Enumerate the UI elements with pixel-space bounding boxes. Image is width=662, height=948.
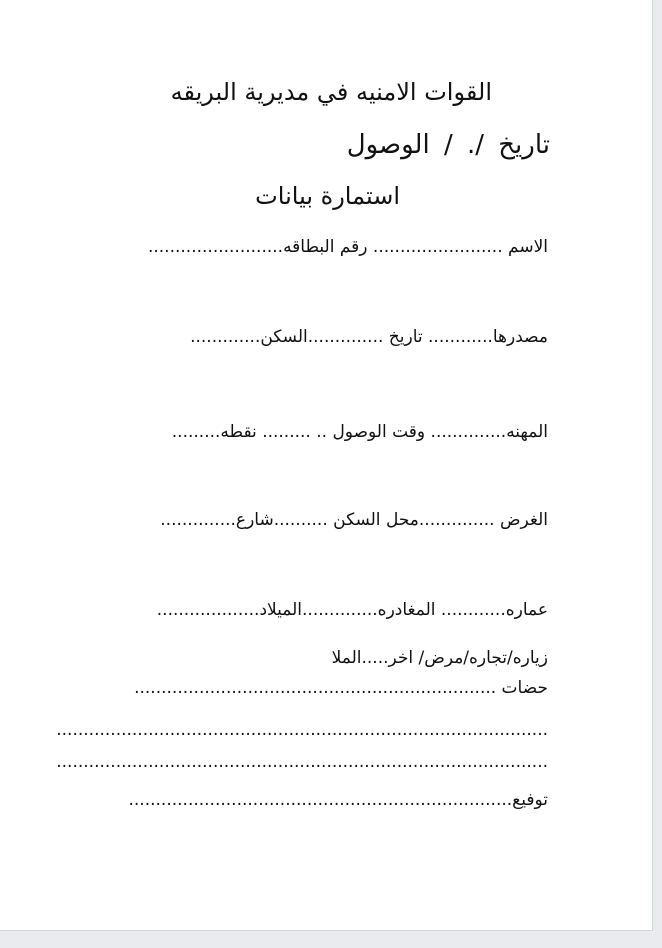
- field-notes: حضات ...................................................................: [134, 678, 548, 698]
- field-name-card-number: الاسم ........................ رقم البطاقه.........................: [147, 237, 548, 257]
- field-notes-line-3: ...........................................................................................: [56, 752, 548, 772]
- field-profession-arrival-time-point: المهنه.............. وقت الوصول .. ......... نقطه.........: [171, 422, 548, 442]
- field-visit-purpose-options: زياره/تجاره/مرض/ اخر.....الملا: [331, 648, 548, 668]
- field-signature: توفيع.......................................................................: [128, 790, 548, 810]
- field-notes-line-2: ...........................................................................................: [56, 720, 548, 740]
- field-building-departure-birth: عماره............ المغادره..............الميلاد...................: [156, 600, 548, 620]
- field-issuer-date-residence: مصدرها............ تاريخ ..............السكن.............: [190, 327, 548, 347]
- document-title: القوات الامنيه في مديرية البريقه: [170, 78, 492, 106]
- arrival-date-line: تاريخ /. / الوصول: [346, 130, 550, 160]
- form-title: استمارة بيانات: [255, 182, 400, 210]
- field-purpose-residence-street: الغرض ..............محل السكن ..........شارع..............: [160, 510, 548, 530]
